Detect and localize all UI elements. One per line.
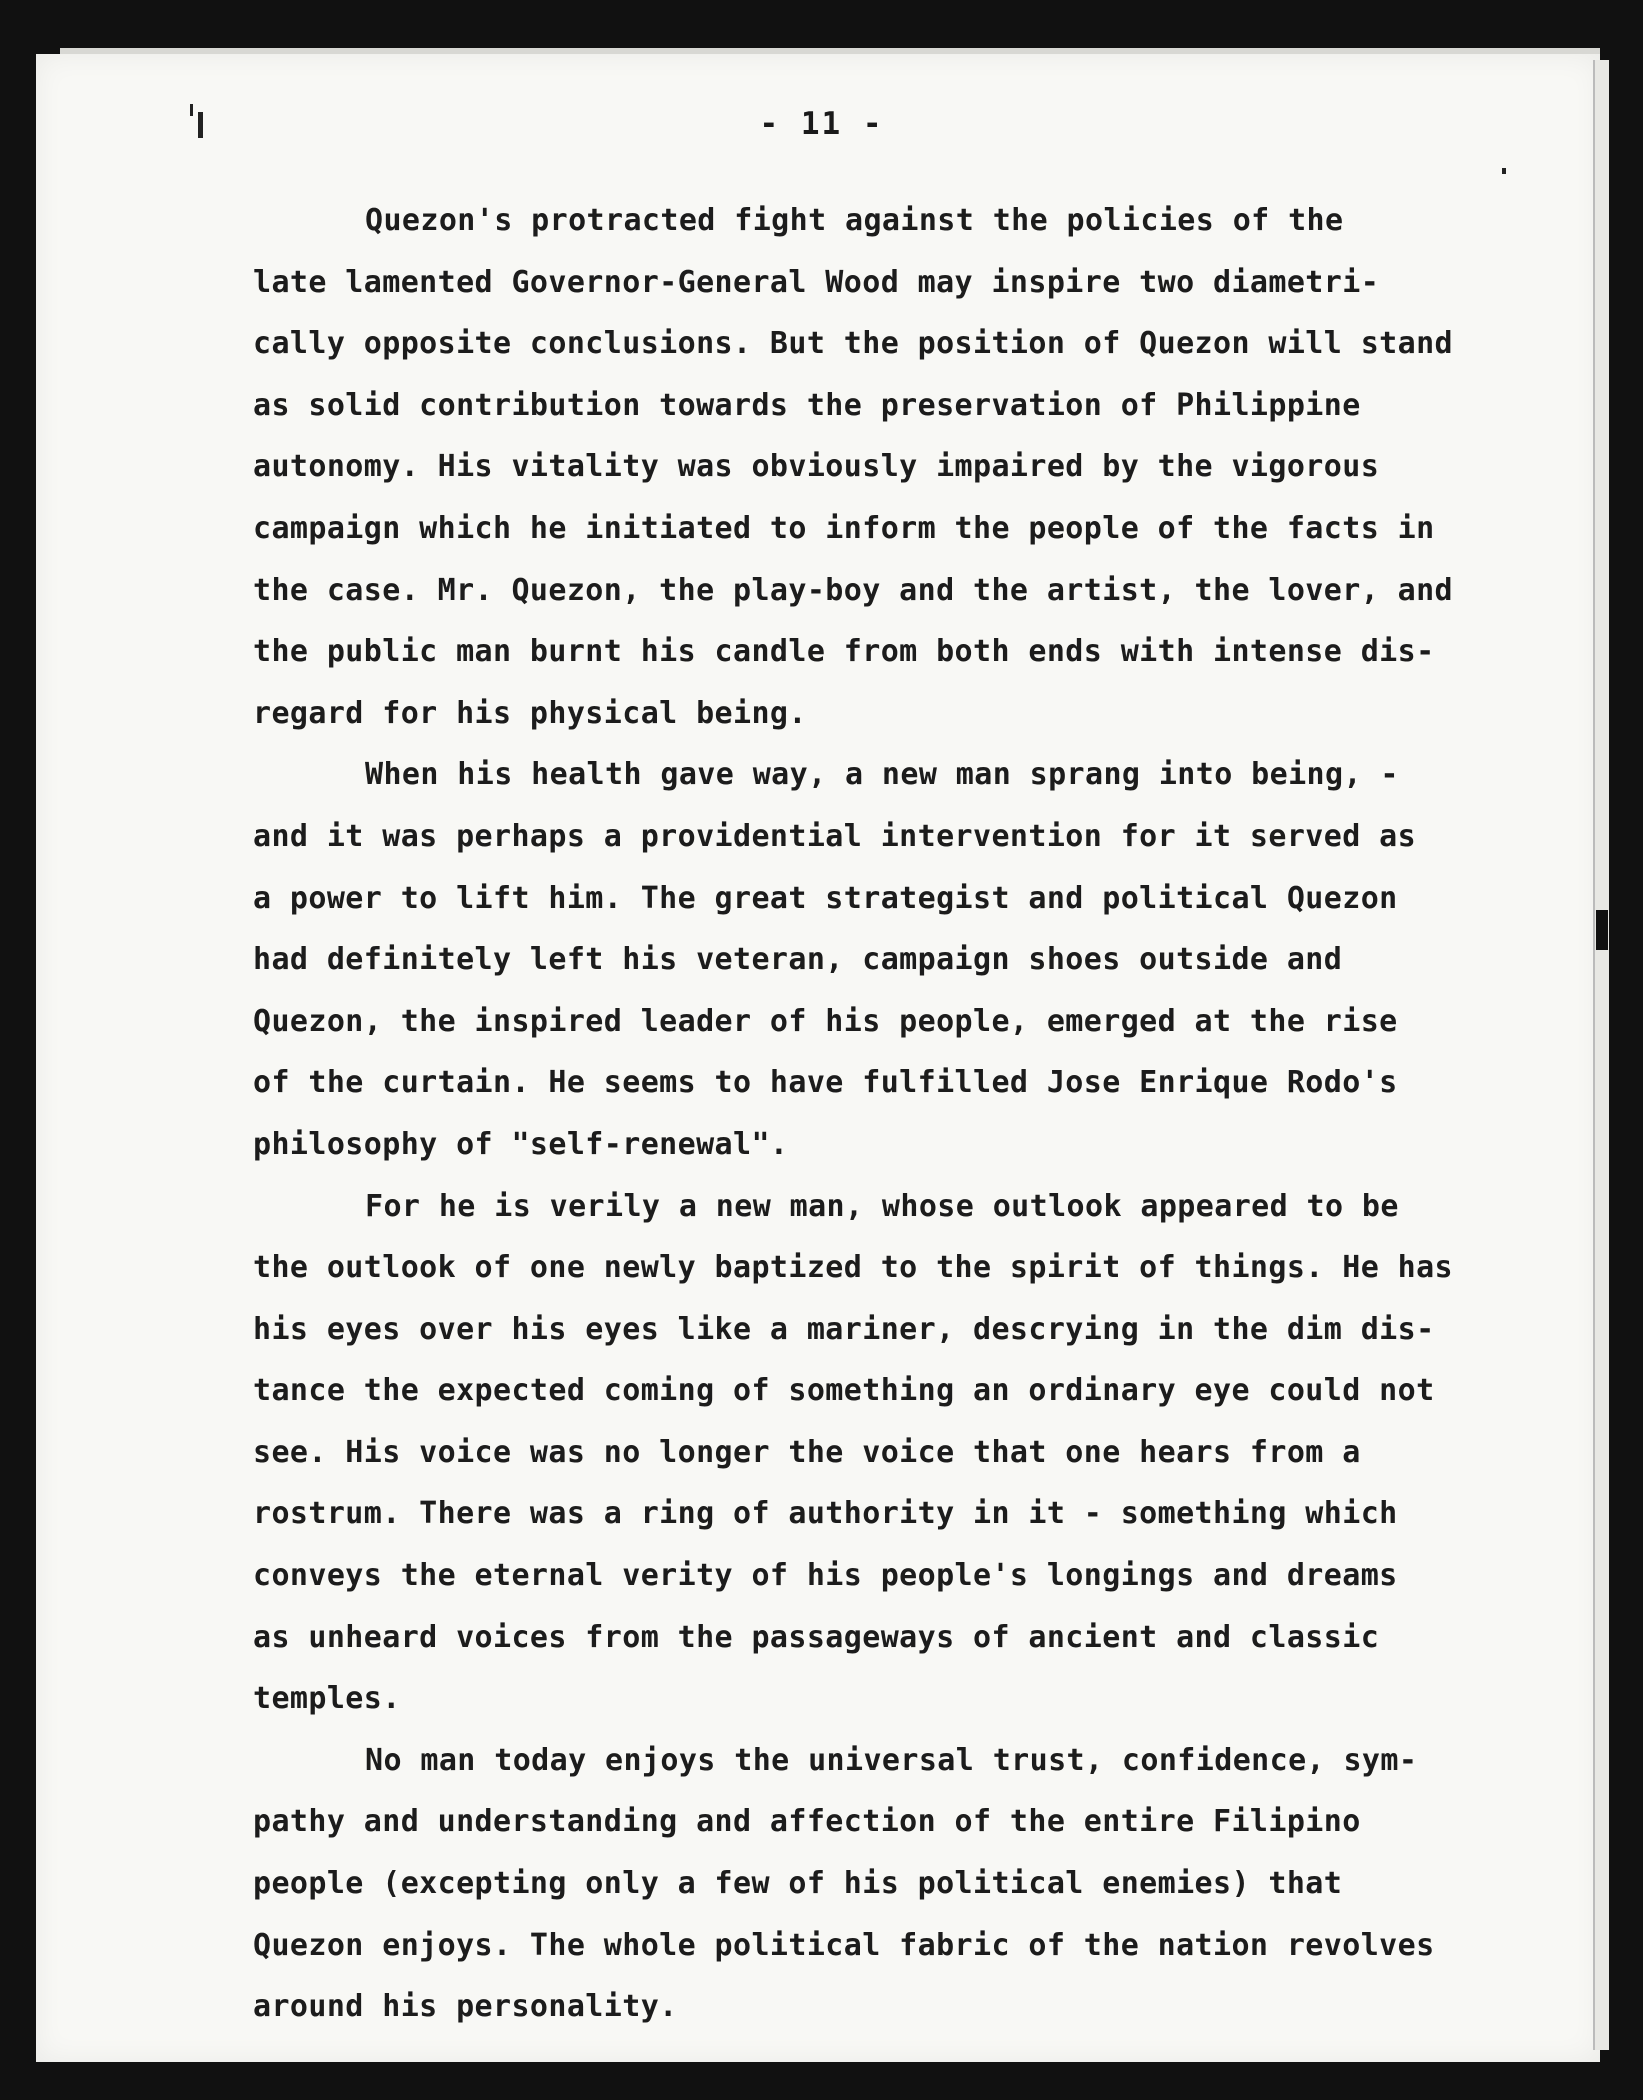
text-line: and it was perhaps a providential intervention for it served as — [253, 818, 1417, 854]
text-line: late lamented Governor-General Wood may inspire two diametri- — [253, 264, 1380, 300]
text-line: cally opposite conclusions. But the position of Quezon will stand — [253, 326, 1453, 362]
text-line: For he is verily a new man, whose outlook appeared to be — [365, 1188, 1399, 1224]
text-line: regard for his physical being. — [253, 695, 807, 731]
text-line: had definitely left his veteran, campaign shoes outside and — [253, 942, 1343, 978]
text-line: a power to lift him. The great strategist and political Quezon — [253, 880, 1398, 916]
text-line: the outlook of one newly baptized to the spirit of things. He has — [253, 1250, 1453, 1286]
text-line: of the curtain. He seems to have fulfilled Jose Enrique Rodo's — [253, 1065, 1398, 1101]
text-line: the case. Mr. Quezon, the play-boy and the artist, the lover, and — [253, 572, 1453, 608]
page-clip-mark — [1596, 910, 1608, 950]
text-line: the public man burnt his candle from both ends with intense dis- — [253, 634, 1435, 670]
page-edge-right — [1593, 60, 1609, 2050]
text-line: as unheard voices from the passageways of ancient and classic — [253, 1619, 1380, 1655]
text-line: pathy and understanding and affection of the entire Filipino — [253, 1804, 1361, 1840]
text-line: as solid contribution towards the preservation of Philippine — [253, 387, 1361, 423]
text-line: his eyes over his eyes like a mariner, descrying in the dim dis- — [253, 1311, 1435, 1347]
text-line: see. His voice was no longer the voice that one hears from a — [253, 1434, 1361, 1470]
text-line: people (excepting only a few of his political enemies) that — [253, 1866, 1343, 1902]
text-line: When his health gave way, a new man sprang into being, - — [365, 757, 1399, 793]
text-line: conveys the eternal verity of his people's longings and dreams — [253, 1558, 1398, 1594]
text-line: rostrum. There was a ring of authority in it - something which — [253, 1496, 1398, 1532]
page-number: - 11 - — [759, 106, 884, 142]
text-line: philosophy of "self-renewal". — [253, 1126, 789, 1162]
ink-mark — [1502, 168, 1506, 174]
text-line: temples. — [253, 1681, 401, 1717]
text-line: autonomy. His vitality was obviously impaired by the vigorous — [253, 449, 1380, 485]
text-line: tance the expected coming of something an ordinary eye could not — [253, 1373, 1435, 1409]
text-line: No man today enjoys the universal trust, confidence, sym- — [365, 1742, 1418, 1778]
text-line: Quezon enjoys. The whole political fabric of the nation revolves — [253, 1927, 1435, 1963]
text-line: around his personality. — [253, 1989, 678, 2025]
document-body — [253, 190, 1573, 2038]
text-line: Quezon's protracted fight against the policies of the — [365, 203, 1344, 238]
text-line: campaign which he initiated to inform the people of the facts in — [253, 510, 1435, 546]
text-line: Quezon, the inspired leader of his people, emerged at the rise — [253, 1003, 1398, 1039]
